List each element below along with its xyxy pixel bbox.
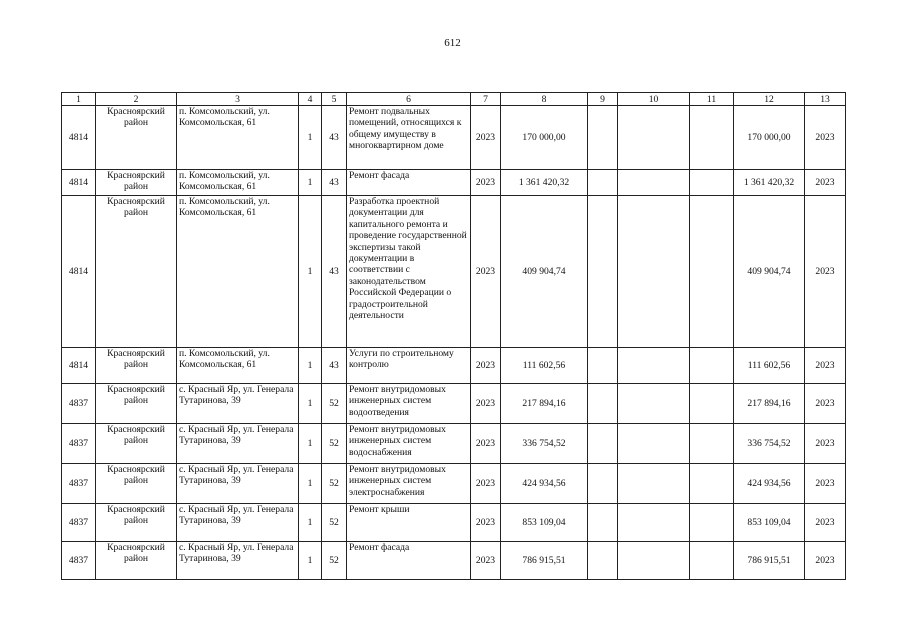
- empty-cell: [618, 106, 690, 170]
- address-cell: п. Комсомольский, ул. Комсомольская, 61: [177, 348, 299, 384]
- address-cell: с. Красный Яр, ул. Генерала Тутаринова, 39: [177, 384, 299, 424]
- count-cell: 1: [299, 542, 322, 580]
- year-cell: 2023: [471, 384, 501, 424]
- end-year-cell: 2023: [805, 542, 846, 580]
- total-cell: 217 894,16: [734, 384, 805, 424]
- cost-cell: 336 754,52: [501, 424, 588, 464]
- table-row: [62, 348, 846, 384]
- address-cell: с. Красный Яр, ул. Генерала Тутаринова, 39: [177, 464, 299, 504]
- column-number: 12: [734, 93, 805, 106]
- column-number: 1: [62, 93, 96, 106]
- end-year-cell: 2023: [805, 196, 846, 348]
- empty-cell: [588, 504, 618, 542]
- work-type-cell: Ремонт фасада: [347, 542, 471, 580]
- year-cell: 2023: [471, 542, 501, 580]
- code-cell: 52: [322, 504, 347, 542]
- column-number: 4: [299, 93, 322, 106]
- empty-cell: [588, 542, 618, 580]
- cost-cell: 217 894,16: [501, 384, 588, 424]
- empty-cell: [618, 170, 690, 196]
- end-year-cell: 2023: [805, 170, 846, 196]
- district-cell: Красноярский район: [96, 504, 177, 542]
- work-type-cell: Ремонт фасада: [347, 170, 471, 196]
- empty-cell: [618, 542, 690, 580]
- count-cell: 1: [299, 424, 322, 464]
- address-cell: п. Комсомольский, ул. Комсомольская, 61: [177, 170, 299, 196]
- empty-cell: [618, 196, 690, 348]
- column-number: 2: [96, 93, 177, 106]
- end-year-cell: 2023: [805, 348, 846, 384]
- page-number: 612: [444, 37, 461, 49]
- year-cell: 2023: [471, 106, 501, 170]
- count-cell: 1: [299, 196, 322, 348]
- total-cell: 1 361 420,32: [734, 170, 805, 196]
- code-cell: 43: [322, 170, 347, 196]
- column-number-row: [62, 93, 846, 106]
- column-number: 8: [501, 93, 588, 106]
- object-id-cell: 4814: [62, 170, 96, 196]
- cost-cell: 409 904,74: [501, 196, 588, 348]
- cost-cell: 1 361 420,32: [501, 170, 588, 196]
- object-id-cell: 4814: [62, 196, 96, 348]
- empty-cell: [690, 504, 734, 542]
- code-cell: 52: [322, 464, 347, 504]
- work-type-cell: Ремонт внутридомовых инженерных систем водоснабжения: [347, 424, 471, 464]
- district-cell: Красноярский район: [96, 542, 177, 580]
- year-cell: 2023: [471, 504, 501, 542]
- table-row: [62, 384, 846, 424]
- total-cell: 336 754,52: [734, 424, 805, 464]
- work-type-cell: Ремонт крыши: [347, 504, 471, 542]
- address-cell: п. Комсомольский, ул. Комсомольская, 61: [177, 196, 299, 348]
- empty-cell: [588, 106, 618, 170]
- district-cell: Красноярский район: [96, 384, 177, 424]
- works-table: [61, 92, 846, 580]
- empty-cell: [690, 542, 734, 580]
- year-cell: 2023: [471, 464, 501, 504]
- end-year-cell: 2023: [805, 384, 846, 424]
- empty-cell: [588, 464, 618, 504]
- code-cell: 43: [322, 196, 347, 348]
- column-number: 9: [588, 93, 618, 106]
- work-type-cell: Ремонт внутридомовых инженерных систем водоотведения: [347, 384, 471, 424]
- cost-cell: 853 109,04: [501, 504, 588, 542]
- column-number: 10: [618, 93, 690, 106]
- code-cell: 52: [322, 424, 347, 464]
- year-cell: 2023: [471, 348, 501, 384]
- column-number: 6: [347, 93, 471, 106]
- district-cell: Красноярский район: [96, 106, 177, 170]
- district-cell: Красноярский район: [96, 170, 177, 196]
- district-cell: Красноярский район: [96, 464, 177, 504]
- empty-cell: [690, 384, 734, 424]
- empty-cell: [588, 424, 618, 464]
- address-cell: с. Красный Яр, ул. Генерала Тутаринова, 39: [177, 504, 299, 542]
- count-cell: 1: [299, 504, 322, 542]
- table-row: [62, 504, 846, 542]
- work-type-cell: Услуги по строительному контролю: [347, 348, 471, 384]
- column-number: 5: [322, 93, 347, 106]
- total-cell: 786 915,51: [734, 542, 805, 580]
- address-cell: с. Красный Яр, ул. Генерала Тутаринова, 39: [177, 542, 299, 580]
- empty-cell: [690, 196, 734, 348]
- empty-cell: [588, 196, 618, 348]
- end-year-cell: 2023: [805, 504, 846, 542]
- code-cell: 52: [322, 384, 347, 424]
- object-id-cell: 4837: [62, 504, 96, 542]
- total-cell: 111 602,56: [734, 348, 805, 384]
- end-year-cell: 2023: [805, 464, 846, 504]
- count-cell: 1: [299, 384, 322, 424]
- object-id-cell: 4837: [62, 424, 96, 464]
- table-row: [62, 170, 846, 196]
- empty-cell: [690, 424, 734, 464]
- count-cell: 1: [299, 170, 322, 196]
- table-row: [62, 464, 846, 504]
- district-cell: Красноярский район: [96, 424, 177, 464]
- total-cell: 170 000,00: [734, 106, 805, 170]
- district-cell: Красноярский район: [96, 348, 177, 384]
- empty-cell: [618, 504, 690, 542]
- year-cell: 2023: [471, 424, 501, 464]
- cost-cell: 786 915,51: [501, 542, 588, 580]
- column-number: 11: [690, 93, 734, 106]
- code-cell: 43: [322, 106, 347, 170]
- column-number: 13: [805, 93, 846, 106]
- empty-cell: [690, 170, 734, 196]
- count-cell: 1: [299, 464, 322, 504]
- object-id-cell: 4837: [62, 464, 96, 504]
- code-cell: 52: [322, 542, 347, 580]
- end-year-cell: 2023: [805, 106, 846, 170]
- table-row: [62, 424, 846, 464]
- count-cell: 1: [299, 348, 322, 384]
- cost-cell: 170 000,00: [501, 106, 588, 170]
- object-id-cell: 4814: [62, 348, 96, 384]
- column-number: 3: [177, 93, 299, 106]
- table-row: [62, 542, 846, 580]
- empty-cell: [618, 424, 690, 464]
- address-cell: п. Комсомольский, ул. Комсомольская, 61: [177, 106, 299, 170]
- code-cell: 43: [322, 348, 347, 384]
- empty-cell: [690, 348, 734, 384]
- year-cell: 2023: [471, 170, 501, 196]
- empty-cell: [690, 106, 734, 170]
- empty-cell: [618, 384, 690, 424]
- object-id-cell: 4837: [62, 384, 96, 424]
- object-id-cell: 4837: [62, 542, 96, 580]
- district-cell: Красноярский район: [96, 196, 177, 348]
- column-number: 7: [471, 93, 501, 106]
- work-type-cell: Ремонт внутридомовых инженерных систем электроснабжения: [347, 464, 471, 504]
- end-year-cell: 2023: [805, 424, 846, 464]
- work-type-cell: Разработка проектной документации для капитального ремонта и проведение государственной экспертизы такой документации в соответствии с законодательством Российской Федерации о градостроительной деятельности: [347, 196, 471, 348]
- empty-cell: [588, 384, 618, 424]
- object-id-cell: 4814: [62, 106, 96, 170]
- total-cell: 409 904,74: [734, 196, 805, 348]
- cost-cell: 424 934,56: [501, 464, 588, 504]
- empty-cell: [588, 170, 618, 196]
- empty-cell: [618, 348, 690, 384]
- work-type-cell: Ремонт подвальных помещений, относящихся к общему имуществу в многоквартирном доме: [347, 106, 471, 170]
- table-row: [62, 106, 846, 170]
- total-cell: 424 934,56: [734, 464, 805, 504]
- empty-cell: [618, 464, 690, 504]
- table-row: [62, 196, 846, 348]
- address-cell: с. Красный Яр, ул. Генерала Тутаринова, 39: [177, 424, 299, 464]
- empty-cell: [588, 348, 618, 384]
- empty-cell: [690, 464, 734, 504]
- total-cell: 853 109,04: [734, 504, 805, 542]
- cost-cell: 111 602,56: [501, 348, 588, 384]
- count-cell: 1: [299, 106, 322, 170]
- year-cell: 2023: [471, 196, 501, 348]
